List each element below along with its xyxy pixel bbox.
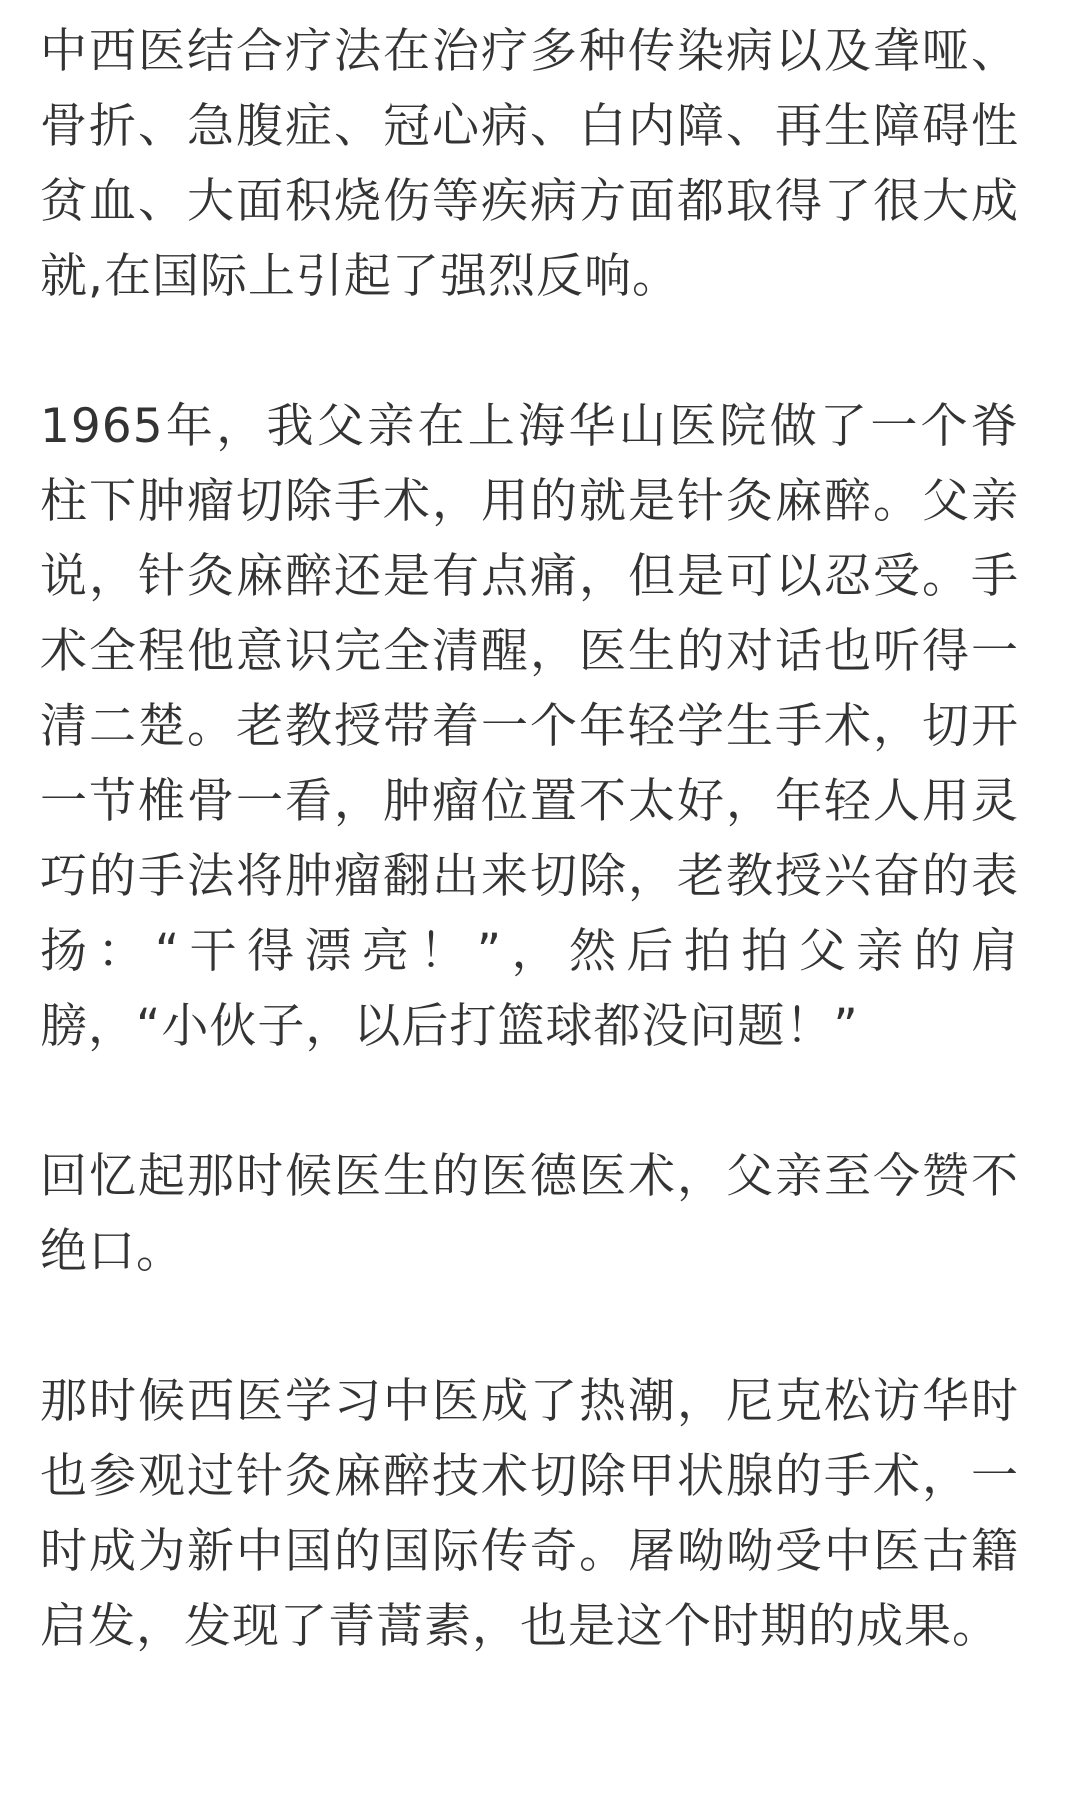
paragraph-acupuncture-trend: 那时候西医学习中医成了热潮，尼克松访华时也参观过针灸麻醉技术切除甲状腺的手术，一时成为新中国的国际传奇。屠呦呦受中医古籍启发，发现了青蒿素，也是这个时期的成果。 <box>40 1374 1019 1654</box>
paragraph-memory-praise: 回忆起那时候医生的医德医术，父亲至今赞不绝口。 <box>40 1149 1019 1279</box>
paragraph-integrated-medicine: 中西医结合疗法在治疗多种传染病以及聋哑、骨折、急腹症、冠心病、白内障、再生障碍性贫血、大面积烧伤等疾病方面都取得了很大成就,在国际上引起了强烈反响。 <box>40 24 1019 304</box>
paragraph-1965-surgery: 1965年，我父亲在上海华山医院做了一个脊柱下肿瘤切除手术，用的就是针灸麻醉。父亲说，针灸麻醉还是有点痛，但是可以忍受。手术全程他意识完全清醒，医生的对话也听得一清二楚。老教授带着一个年轻学生手术，切开一节椎骨一看，肿瘤位置不太好，年轻人用灵巧的手法将肿瘤翻出来切除，老教授兴奋的表扬：“干得漂亮！”，然后拍拍父亲的肩膀，“小伙子，以后打篮球都没问题！” <box>40 399 1019 1054</box>
